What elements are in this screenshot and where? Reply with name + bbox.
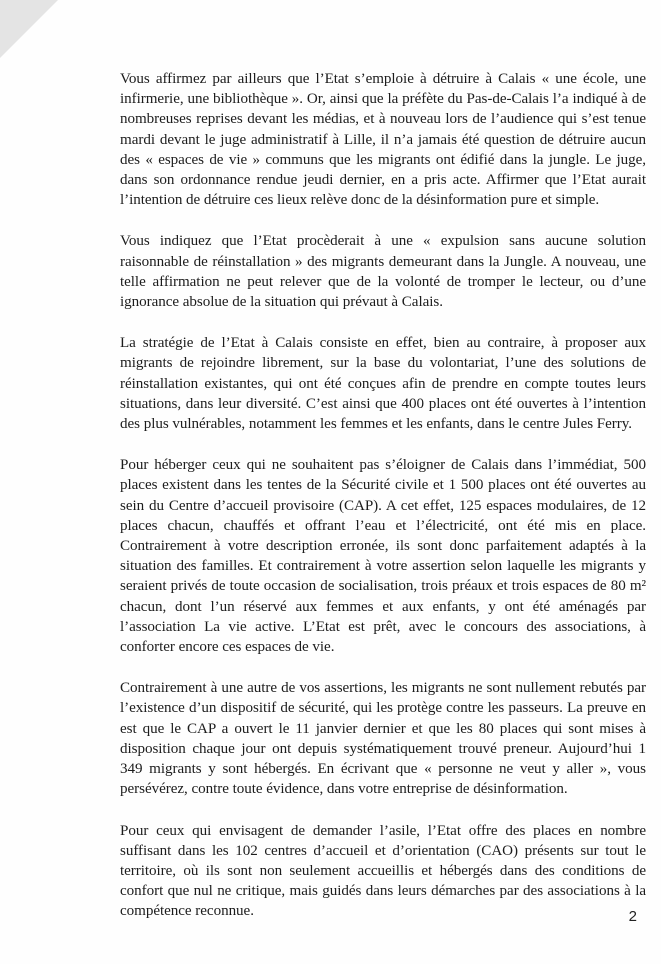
paragraph-6: Pour ceux qui envisagent de demander l’asile, l’Etat offre des places en nombre suffisant dans les 102 centres d’accueil et d’orientation (CAO) présents sur tout le territoire, où ils sont non seulement accueillis et hébergés dans des conditions de confort que nul ne critique, mais guidés dans leurs démarches par des associations à la compétence reconnue. [120,822,646,920]
page-number: 2 [628,908,637,925]
folded-corner [0,0,58,58]
paragraph-2: Vous indiquez que l’Etat procèderait à une « expulsion sans aucune solution raisonnable de réinstallation » des migrants demeurant dans la Jungle. A nouveau, une telle affirmation ne peut relever que de la volonté de tromper le lecteur, ou d’une ignorance absolue de la situation qui prévaut à Calais. [120,233,646,311]
paragraph-1: Vous affirmez par ailleurs que l’Etat s’emploie à détruire à Calais « une école, une infirmerie, une bibliothèque ». Or, ainsi que la préfète du Pas-de-Calais l’a indiqué à de nombreuses reprises devant les médias, et à nouveau lors de l’audience qui s’est tenue mardi devant le juge administratif à Lille, il n’a jamais été question de détruire aucun des « espaces de vie » communs que les migrants ont édifié dans la jungle. Le juge, dans son ordonnance rendue jeudi dernier, en a pris acte. Affirmer que l’Etat aurait l’intention de détruire ces lieux relève donc de la désinformation pure et simple. [120,71,646,209]
letter-body [120,69,646,943]
paragraph-4: Pour héberger ceux qui ne souhaitent pas s’éloigner de Calais dans l’immédiat, 500 places existent dans les tentes de la Sécurité civile et 1 500 places ont été ouvertes au sein du Centre d’accueil provisoire (CAP). A cet effet, 125 espaces modulaires, de 12 places chacun, chauffés et offrant l’eau et l’électricité, ont été mis en place. Contrairement à votre description erronée, ils sont donc parfaitement adaptés à la situation des familles. Et contrairement à votre assertion selon laquelle les migrants y seraient privés de toute occasion de socialisation, trois préaux et trois espaces de 80 m² chacun, dont l’un réservé aux femmes et aux enfants, y ont été aménagés par l’association La vie active. L’Etat est prêt, avec le concours des associations, à conforter encore ces espaces de vie. [120,457,646,656]
paragraph-5: Contrairement à une autre de vos assertions, les migrants ne sont nullement rebutés par l’existence d’un dispositif de sécurité, qui les protège contre les passeurs. La preuve en est que le CAP a ouvert le 11 janvier dernier et que les 80 places qui sont mises à disposition chaque jour ont depuis systématiquement trouvé preneur. Aujourd’hui 1 349 migrants y sont hébergés. En écrivant que « personne ne veut y aller », vous persévérez, contre toute évidence, dans votre entreprise de désinformation. [120,680,646,798]
paragraph-3: La stratégie de l’Etat à Calais consiste en effet, bien au contraire, à proposer aux migrants de rejoindre librement, sur la base du volontariat, l’une des solutions de réinstallation existantes, qui ont été conçues afin de prendre en compte toutes leurs situations, dans leur diversité. C’est ainsi que 400 places ont été ouvertes à l’intention des plus vulnérables, notamment les femmes et les enfants, dans le centre Jules Ferry. [120,335,646,433]
